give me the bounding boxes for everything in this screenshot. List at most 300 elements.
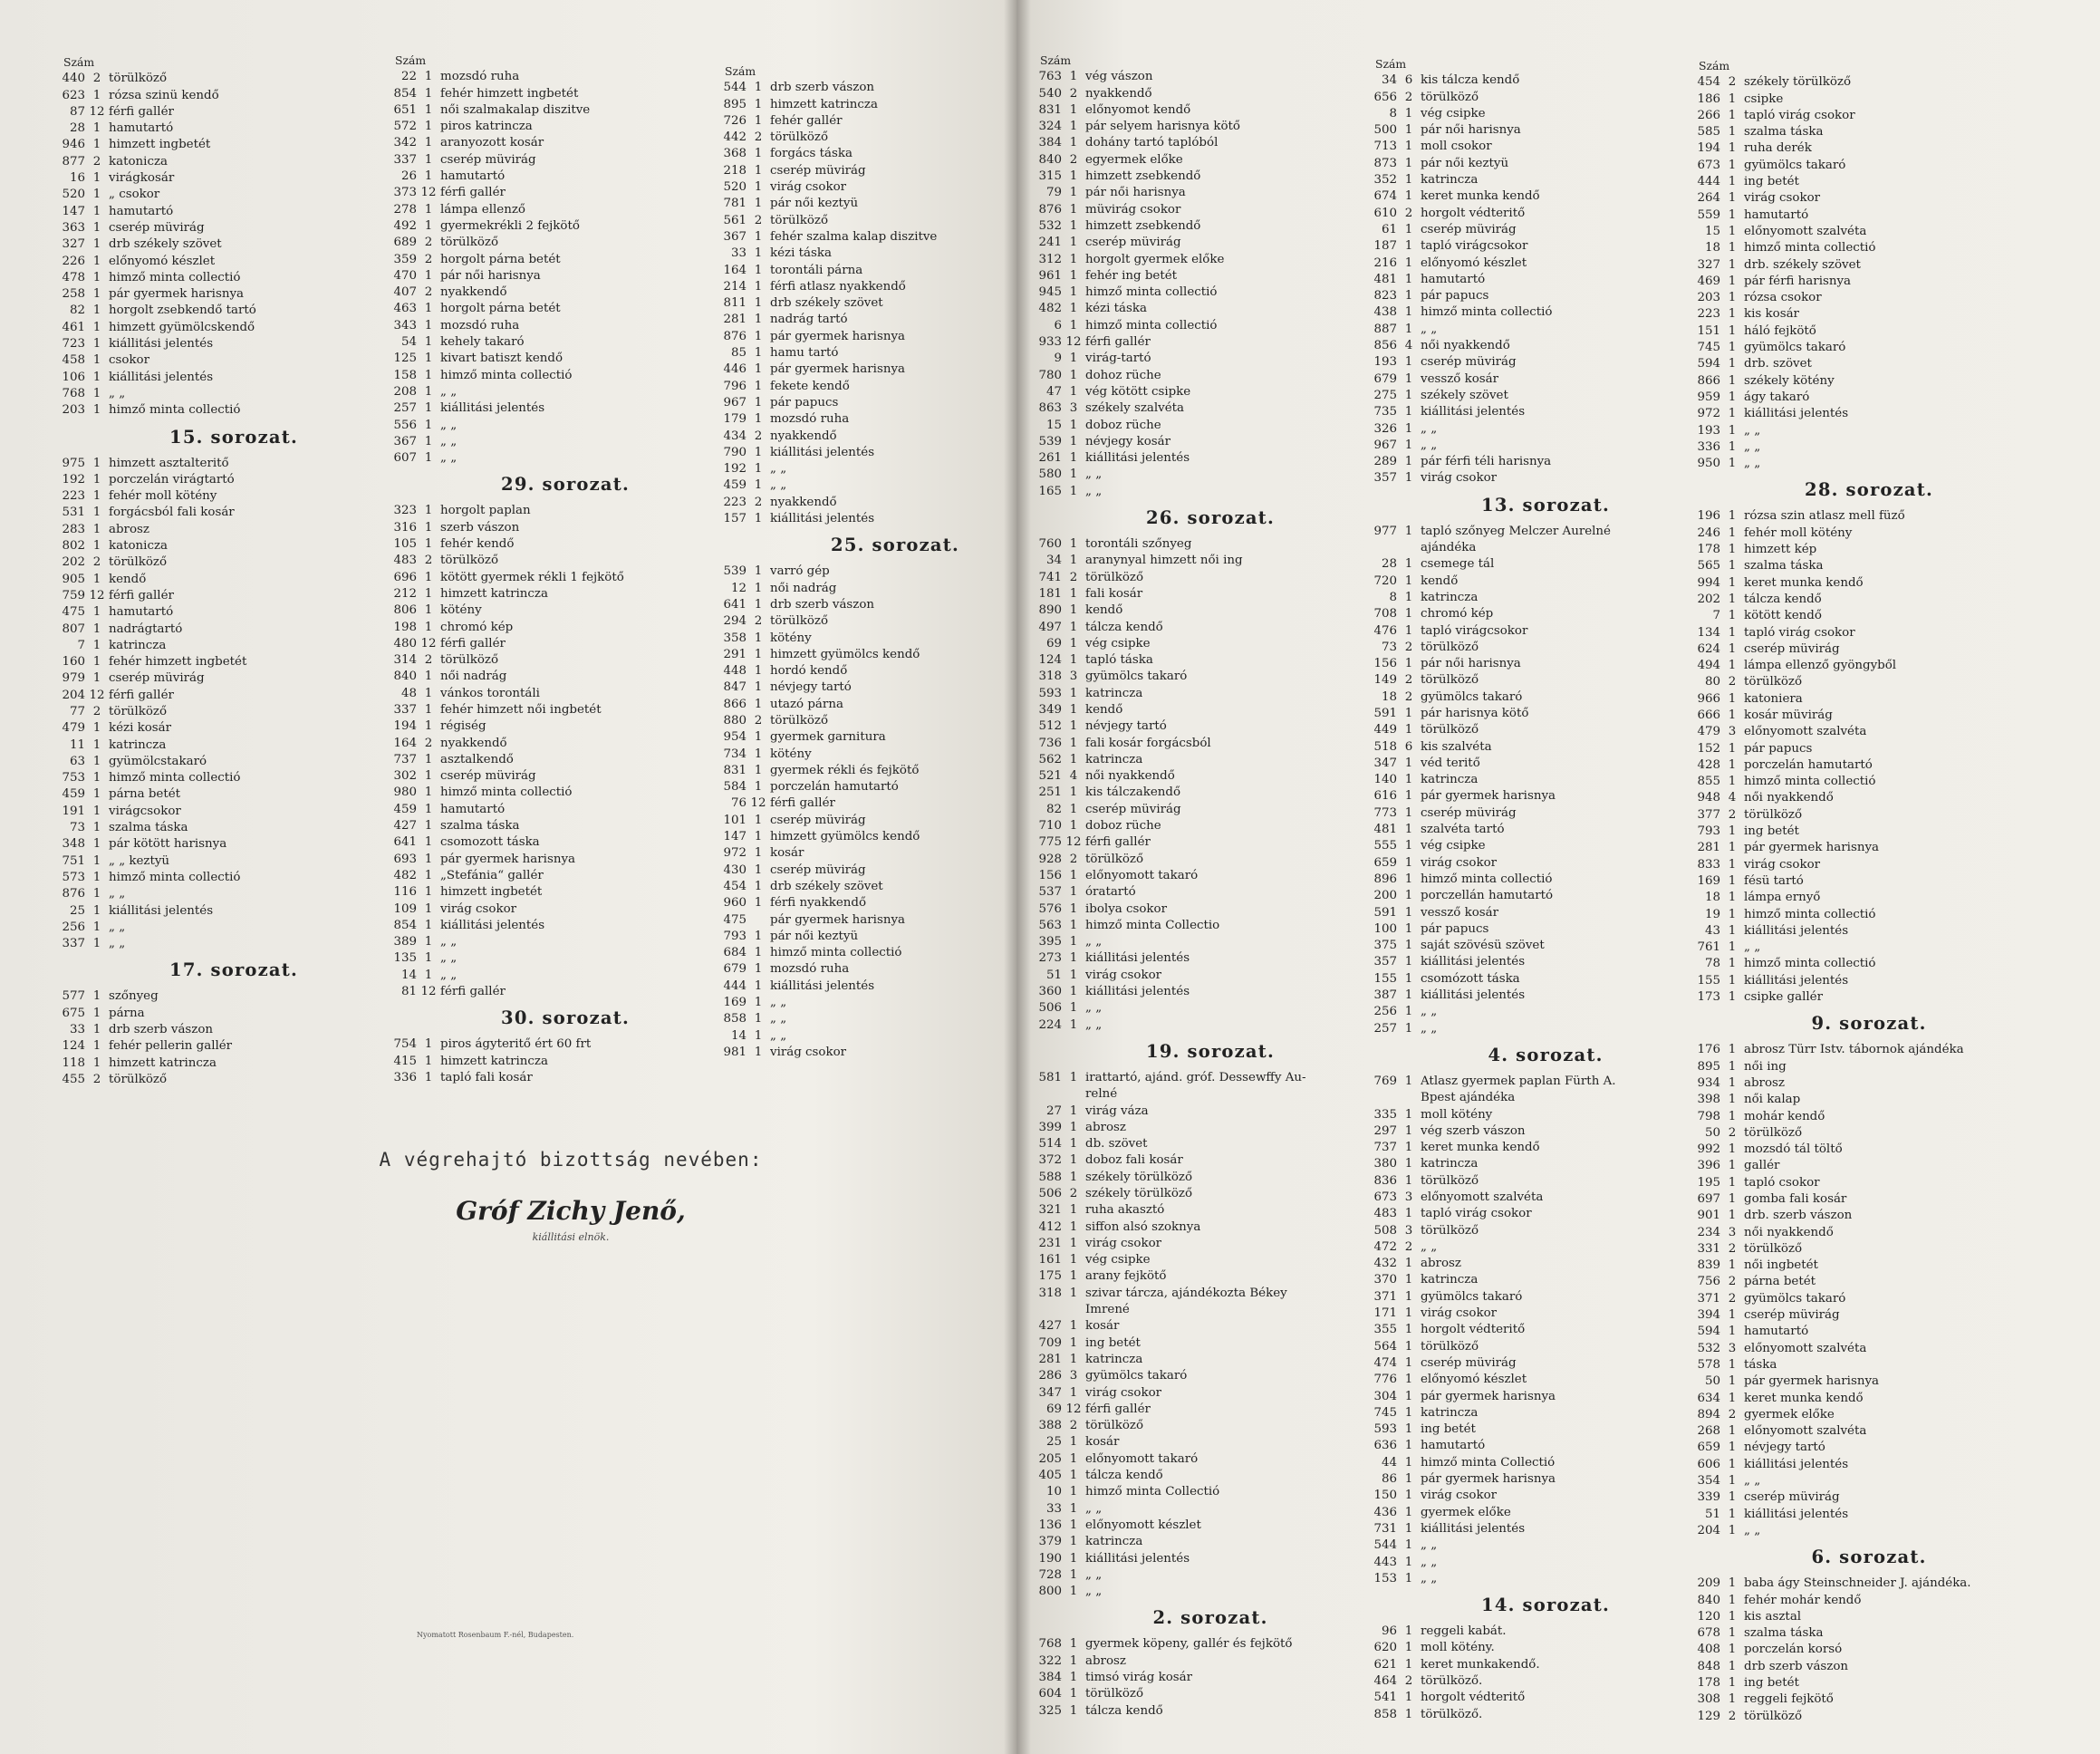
- item-number: 186: [1697, 92, 1720, 106]
- item-description: szalma táska: [1744, 559, 1824, 573]
- item-description: reggeli fejkötő: [1744, 1692, 1834, 1707]
- item-quantity: 1: [1069, 802, 1078, 816]
- item-quantity: 1: [1069, 186, 1078, 200]
- item-description: „ „: [1744, 1523, 1761, 1537]
- item-quantity: 1: [1728, 1059, 1737, 1074]
- item-description: tapló virágcsokor: [1421, 623, 1528, 638]
- item-number: 171: [1373, 1306, 1397, 1321]
- item-number: 377: [1697, 807, 1720, 822]
- item-description: ing betét: [1744, 1676, 1799, 1691]
- item-quantity: 1: [1069, 1001, 1078, 1016]
- item-number: 470: [393, 268, 417, 283]
- item-quantity: 1: [1069, 819, 1078, 834]
- item-number: 278: [393, 202, 417, 217]
- item-description: kiállitási jelentés: [1744, 407, 1849, 421]
- item-quantity: 2: [1728, 1407, 1737, 1422]
- item-quantity: 1: [424, 819, 433, 834]
- list-item: [56, 456, 364, 472]
- item-quantity: 2: [1069, 852, 1078, 866]
- item-quantity: 1: [1404, 1157, 1413, 1171]
- item-quantity: 1: [92, 353, 101, 368]
- item-number: 360: [1038, 985, 1062, 999]
- list-item: [1691, 373, 1999, 390]
- item-quantity: 1: [1404, 590, 1413, 604]
- item-description: kiállitási jelentés: [1744, 1457, 1849, 1471]
- item-description: cserép müvirág: [109, 671, 205, 686]
- item-quantity: 2: [1404, 90, 1413, 104]
- list-item: [1691, 674, 1999, 690]
- item-number: 176: [1697, 1043, 1720, 1057]
- item-quantity: 1: [754, 313, 763, 327]
- item-number: 972: [723, 846, 747, 861]
- item-number: 79: [1045, 186, 1062, 200]
- list-item: [56, 187, 364, 203]
- list-item: [1368, 388, 1676, 404]
- list-item: [718, 995, 1016, 1011]
- item-number: 257: [393, 401, 417, 416]
- item-quantity: 1: [1728, 1159, 1737, 1173]
- item-quantity: 1: [1728, 207, 1737, 222]
- item-quantity: 1: [1728, 1258, 1737, 1273]
- item-description: abrosz: [1421, 1257, 1461, 1271]
- item-number: 136: [1038, 1518, 1062, 1532]
- list-item: [1033, 1636, 1341, 1653]
- list-item: [1033, 135, 1341, 151]
- list-item: [718, 829, 1016, 845]
- item-number: 555: [1373, 839, 1397, 853]
- list-item: [718, 113, 1016, 130]
- item-quantity: 1: [754, 697, 763, 711]
- item-number: 461: [62, 320, 85, 334]
- item-description: „ „: [1085, 484, 1103, 498]
- item-description: férfi gallér: [440, 636, 506, 651]
- list-column-4: [1033, 53, 1341, 1720]
- item-description: gyümölcs takaró: [1085, 1369, 1188, 1383]
- item-quantity: 1: [754, 929, 763, 943]
- list-item: [1691, 1691, 1999, 1708]
- item-quantity: 1: [1728, 1325, 1737, 1339]
- item-description: kiállitási jelentés: [1421, 988, 1526, 1003]
- item-number: 241: [1038, 236, 1062, 250]
- item-number: 198: [393, 620, 417, 634]
- list-item: [1368, 1355, 1676, 1372]
- item-number: 854: [393, 918, 417, 932]
- item-number: 475: [62, 605, 85, 620]
- list-item: [1368, 971, 1676, 988]
- item-number: 831: [1038, 102, 1062, 117]
- item-description: himzett asztalteritő: [109, 456, 229, 470]
- list-item: [1033, 1152, 1341, 1169]
- item-number: 187: [1373, 239, 1397, 254]
- list-item: [56, 522, 364, 538]
- item-quantity: 1: [1728, 775, 1737, 789]
- item-quantity: 1: [754, 564, 763, 579]
- item-quantity: 1: [1069, 868, 1078, 882]
- item-quantity: 1: [424, 418, 433, 432]
- item-description: fehér himzett ingbetét: [109, 655, 247, 670]
- page-gutter: [1004, 0, 1031, 1754]
- item-quantity: 1: [1404, 773, 1413, 787]
- item-number: 85: [730, 346, 747, 361]
- item-description: cserép müvirág: [770, 813, 866, 827]
- item-quantity: 1: [1728, 1507, 1737, 1521]
- item-quantity: 1: [1404, 1339, 1413, 1354]
- list-item: [1691, 1191, 1999, 1208]
- item-description: „ „: [1085, 1001, 1103, 1016]
- item-quantity: 1: [1069, 537, 1078, 552]
- list-item: [1368, 988, 1676, 1004]
- item-number: 581: [1038, 1070, 1062, 1084]
- list-item: [1368, 573, 1676, 590]
- item-quantity: 1: [1404, 222, 1413, 236]
- item-quantity: 1: [1069, 434, 1078, 448]
- item-quantity: 1: [424, 136, 433, 150]
- item-number: 218: [723, 163, 747, 178]
- list-item: [1691, 824, 1999, 840]
- item-quantity: 2: [1069, 1419, 1078, 1433]
- item-number: 512: [1038, 719, 1062, 734]
- item-number: 674: [1373, 189, 1397, 204]
- item-description: himző minta collectió: [109, 270, 241, 284]
- item-description: „ „: [440, 968, 458, 982]
- item-quantity: 1: [424, 434, 433, 448]
- item-quantity: 1: [92, 1055, 101, 1070]
- item-number: 291: [723, 647, 747, 661]
- item-number: 508: [1373, 1223, 1397, 1238]
- item-number: 726: [723, 113, 747, 128]
- item-description: lámpa ellenző gyöngyből: [1744, 659, 1897, 673]
- list-item: [1033, 1368, 1341, 1384]
- item-description: moll kötény.: [1421, 1641, 1495, 1655]
- list-item: [56, 1022, 364, 1038]
- list-item: [1368, 122, 1676, 139]
- item-quantity: 4: [1728, 791, 1737, 805]
- list-item: [1033, 1318, 1341, 1335]
- list-item: [1033, 950, 1341, 967]
- item-quantity: 1: [1069, 1253, 1078, 1267]
- item-number: 161: [1038, 1253, 1062, 1267]
- list-item: [1033, 536, 1341, 553]
- item-quantity: 1: [92, 270, 101, 284]
- item-number: 620: [1373, 1641, 1397, 1655]
- item-description: pár selyem harisnya kötő: [1085, 120, 1240, 134]
- item-number: 294: [723, 614, 747, 629]
- item-description: „ „: [770, 996, 787, 1010]
- list-item: [1033, 86, 1341, 102]
- item-quantity: 1: [754, 97, 763, 111]
- item-quantity: 1: [1404, 272, 1413, 286]
- item-quantity: 1: [424, 520, 433, 535]
- item-description: gomba fali kosár: [1744, 1192, 1847, 1206]
- list-item: [718, 679, 1016, 696]
- item-description: abrosz: [1744, 1075, 1785, 1090]
- item-quantity: 1: [424, 885, 433, 900]
- item-description: himző minta collectió: [109, 870, 241, 884]
- item-quantity: 1: [92, 837, 101, 852]
- item-number: 514: [1038, 1137, 1062, 1152]
- item-quantity: 1: [754, 1045, 763, 1059]
- list-item: [1368, 1657, 1676, 1673]
- item-quantity: 1: [1404, 573, 1413, 588]
- item-description: előnyomott szalvéta: [1421, 1190, 1544, 1204]
- item-number: 408: [1697, 1643, 1720, 1657]
- item-description: himző minta collectió: [1421, 872, 1553, 886]
- item-description: kötött gyermek rékli 1 fejkötő: [440, 570, 624, 584]
- item-description: nadrágtartó: [109, 622, 183, 636]
- list-item: [718, 130, 1016, 146]
- item-description: törülköző: [1085, 570, 1144, 584]
- item-number: 275: [1373, 388, 1397, 402]
- list-item: [1691, 973, 1999, 989]
- item-description: mohár kendő: [1744, 1109, 1825, 1123]
- item-number: 564: [1373, 1339, 1397, 1354]
- series-heading: 9. sorozat.: [1811, 1013, 1927, 1035]
- item-quantity: 1: [1069, 653, 1078, 668]
- item-description: törülköző: [770, 130, 829, 145]
- item-number: 33: [69, 1023, 85, 1037]
- item-description: doboz fali kosár: [1085, 1153, 1183, 1168]
- item-number: 191: [62, 804, 85, 818]
- item-quantity: 1: [1404, 1306, 1413, 1321]
- item-number: 76: [730, 796, 747, 811]
- list-item: [56, 936, 364, 952]
- item-description: himzett ingbetét: [440, 885, 543, 900]
- item-description: székely szalvéta: [1085, 401, 1185, 416]
- item-description: himző minta collectió: [109, 771, 241, 785]
- item-description: „ „: [1421, 322, 1438, 336]
- item-description: ruha derék: [1744, 141, 1812, 156]
- list-item: [1691, 741, 1999, 757]
- item-number: 967: [1373, 438, 1397, 452]
- item-quantity: 1: [1404, 123, 1413, 138]
- item-quantity: 1: [1069, 484, 1078, 498]
- item-description: piros ágyteritő ért 60 frt: [440, 1037, 592, 1052]
- item-number: 14: [730, 1028, 747, 1043]
- item-number: 73: [69, 821, 85, 835]
- item-quantity: 1: [1728, 1075, 1737, 1090]
- item-number: 673: [1373, 1190, 1397, 1204]
- item-quantity: 1: [424, 835, 433, 850]
- item-description: törülköző: [1421, 673, 1479, 688]
- item-description: szőnyeg: [109, 989, 159, 1004]
- item-number: 532: [1038, 218, 1062, 233]
- item-quantity: 1: [754, 163, 763, 178]
- item-description: virág csokor: [1421, 471, 1498, 486]
- item-quantity: 2: [424, 653, 433, 668]
- item-quantity: 1: [1728, 1357, 1737, 1372]
- item-description: drb szerb vászon: [770, 597, 875, 612]
- item-quantity: 1: [1069, 1103, 1078, 1118]
- item-description: kötény: [770, 631, 812, 645]
- item-quantity: 1: [1728, 923, 1737, 938]
- item-number: 482: [1038, 302, 1062, 316]
- item-number: 164: [393, 736, 417, 750]
- item-description: ibolya csokor: [1085, 901, 1168, 916]
- list-item: [718, 647, 1016, 663]
- list-item: [388, 418, 696, 434]
- item-description: pár papucs: [1744, 741, 1813, 756]
- item-number: 116: [393, 885, 417, 900]
- item-quantity: 1: [1404, 106, 1413, 120]
- item-description: himzett ingbetét: [109, 138, 211, 152]
- item-number: 212: [393, 586, 417, 601]
- item-number: 593: [1373, 1422, 1397, 1437]
- item-quantity: 1: [754, 863, 763, 877]
- item-quantity: 1: [424, 686, 433, 700]
- item-quantity: 1: [1728, 609, 1737, 623]
- list-item: [388, 218, 696, 235]
- item-number: 273: [1038, 951, 1062, 966]
- item-number: 395: [1038, 935, 1062, 949]
- list-item: [1691, 1225, 1999, 1241]
- list-item: [1691, 108, 1999, 124]
- item-number: 585: [1697, 125, 1720, 140]
- item-number: 165: [1038, 484, 1062, 498]
- item-number: 666: [1697, 708, 1720, 722]
- item-quantity: 1: [1069, 352, 1078, 366]
- item-quantity: 1: [1404, 971, 1413, 986]
- item-description: fehér pellerin gallér: [109, 1039, 233, 1054]
- item-quantity: 1: [424, 951, 433, 966]
- item-number: 118: [62, 1055, 85, 1070]
- item-number: 178: [1697, 543, 1720, 557]
- item-description: csipke gallér: [1744, 990, 1823, 1005]
- item-quantity: 1: [1069, 1153, 1078, 1168]
- item-description: „ „: [1421, 421, 1438, 436]
- list-item: [1033, 768, 1341, 785]
- item-quantity: 1: [1404, 1405, 1413, 1420]
- item-number: 223: [723, 495, 747, 509]
- item-quantity: 1: [1404, 756, 1413, 770]
- item-quantity: 1: [1404, 723, 1413, 737]
- item-description: virág csokor: [1744, 191, 1821, 206]
- item-number: 192: [723, 462, 747, 477]
- item-number: 223: [62, 489, 85, 504]
- list-item: [1368, 1640, 1676, 1656]
- item-quantity: 1: [1728, 1093, 1737, 1107]
- item-description: dohoz rüche: [1085, 368, 1161, 382]
- item-description: vessző kosár: [1421, 371, 1499, 386]
- item-description: katoniera: [1744, 691, 1803, 706]
- item-number: 256: [62, 920, 85, 934]
- item-number: 768: [62, 386, 85, 400]
- item-description: gyermek garnitura: [770, 730, 886, 745]
- list-item: [388, 69, 696, 85]
- item-quantity: 1: [1728, 373, 1737, 388]
- item-quantity: 1: [1404, 1624, 1413, 1639]
- list-item: [388, 636, 696, 652]
- item-number: 257: [1373, 1021, 1397, 1036]
- item-quantity: 12: [420, 186, 437, 200]
- item-number: 444: [723, 978, 747, 993]
- item-number: 761: [1697, 940, 1720, 955]
- item-number: 216: [1373, 255, 1397, 270]
- item-quantity: 1: [1728, 423, 1737, 438]
- item-quantity: 1: [1728, 907, 1737, 921]
- list-item: [56, 220, 364, 236]
- list-item: [1368, 72, 1676, 89]
- item-description: férfi gallér: [1085, 1402, 1151, 1416]
- item-quantity: 1: [1728, 307, 1737, 322]
- list-item: [1691, 1625, 1999, 1642]
- list-item: [1033, 1352, 1341, 1368]
- item-description: tálcza kendő: [1085, 1703, 1163, 1718]
- item-quantity: 2: [1728, 1125, 1737, 1140]
- list-item: [388, 185, 696, 201]
- item-number: 831: [723, 763, 747, 777]
- item-description: csomózott táska: [1421, 971, 1520, 986]
- item-quantity: 1: [1404, 289, 1413, 304]
- item-quantity: 1: [424, 268, 433, 283]
- item-description: katrincza: [1085, 1535, 1143, 1549]
- item-quantity: 1: [754, 879, 763, 893]
- list-item: [56, 654, 364, 670]
- item-number: 322: [1038, 1653, 1062, 1668]
- item-description: párna betét: [109, 787, 181, 802]
- item-quantity: 1: [1728, 291, 1737, 305]
- item-description: férfi gallér: [1085, 335, 1151, 350]
- item-quantity: 1: [1069, 752, 1078, 766]
- list-item: [1368, 1389, 1676, 1405]
- list-item: [1033, 119, 1341, 135]
- item-number: 54: [400, 335, 417, 350]
- list-item: [56, 688, 364, 704]
- item-number: 281: [723, 313, 747, 327]
- list-item: [1368, 1239, 1676, 1256]
- list-item: [1368, 822, 1676, 838]
- item-description: kiállitási jelentés: [770, 512, 875, 526]
- item-number: 81: [400, 985, 417, 999]
- item-number: 876: [1038, 202, 1062, 217]
- list-item: [388, 1070, 696, 1086]
- item-description: himzett zsebkendő: [1085, 169, 1201, 184]
- list-item: [1033, 834, 1341, 851]
- item-description: törülköző: [770, 713, 829, 728]
- item-description-continued: Imrené: [1085, 1303, 1130, 1317]
- item-description: pár papucs: [1421, 289, 1489, 304]
- item-description: vég szerb vászon: [1421, 1123, 1526, 1138]
- item-number: 656: [1373, 90, 1397, 104]
- list-item: [1033, 918, 1341, 934]
- list-item: [718, 263, 1016, 279]
- item-quantity: 1: [1404, 823, 1413, 837]
- list-item: [388, 119, 696, 135]
- list-item: [56, 604, 364, 621]
- item-quantity: 2: [1404, 689, 1413, 704]
- list-item: [1691, 423, 1999, 439]
- item-description: ágy takaró: [1744, 390, 1810, 404]
- list-item: [1033, 1236, 1341, 1252]
- item-description: vánkos torontáli: [440, 686, 540, 700]
- item-quantity: 1: [1404, 789, 1413, 804]
- item-quantity: 1: [1404, 1173, 1413, 1188]
- item-number: 396: [1697, 1159, 1720, 1173]
- list-item: [56, 638, 364, 654]
- item-number: 347: [1038, 1385, 1062, 1400]
- list-item: [1033, 1268, 1341, 1285]
- item-quantity: 2: [1404, 673, 1413, 688]
- item-quantity: 1: [92, 887, 101, 901]
- item-number: 327: [1697, 257, 1720, 272]
- item-number: 604: [1038, 1687, 1062, 1701]
- item-quantity: 1: [1728, 1643, 1737, 1657]
- item-number: 454: [1697, 75, 1720, 90]
- list-item: [388, 818, 696, 834]
- item-quantity: 1: [1404, 173, 1413, 188]
- item-description: katrincza: [109, 737, 167, 752]
- item-quantity: 1: [424, 868, 433, 882]
- item-description: tálcza kendő: [1085, 1469, 1163, 1483]
